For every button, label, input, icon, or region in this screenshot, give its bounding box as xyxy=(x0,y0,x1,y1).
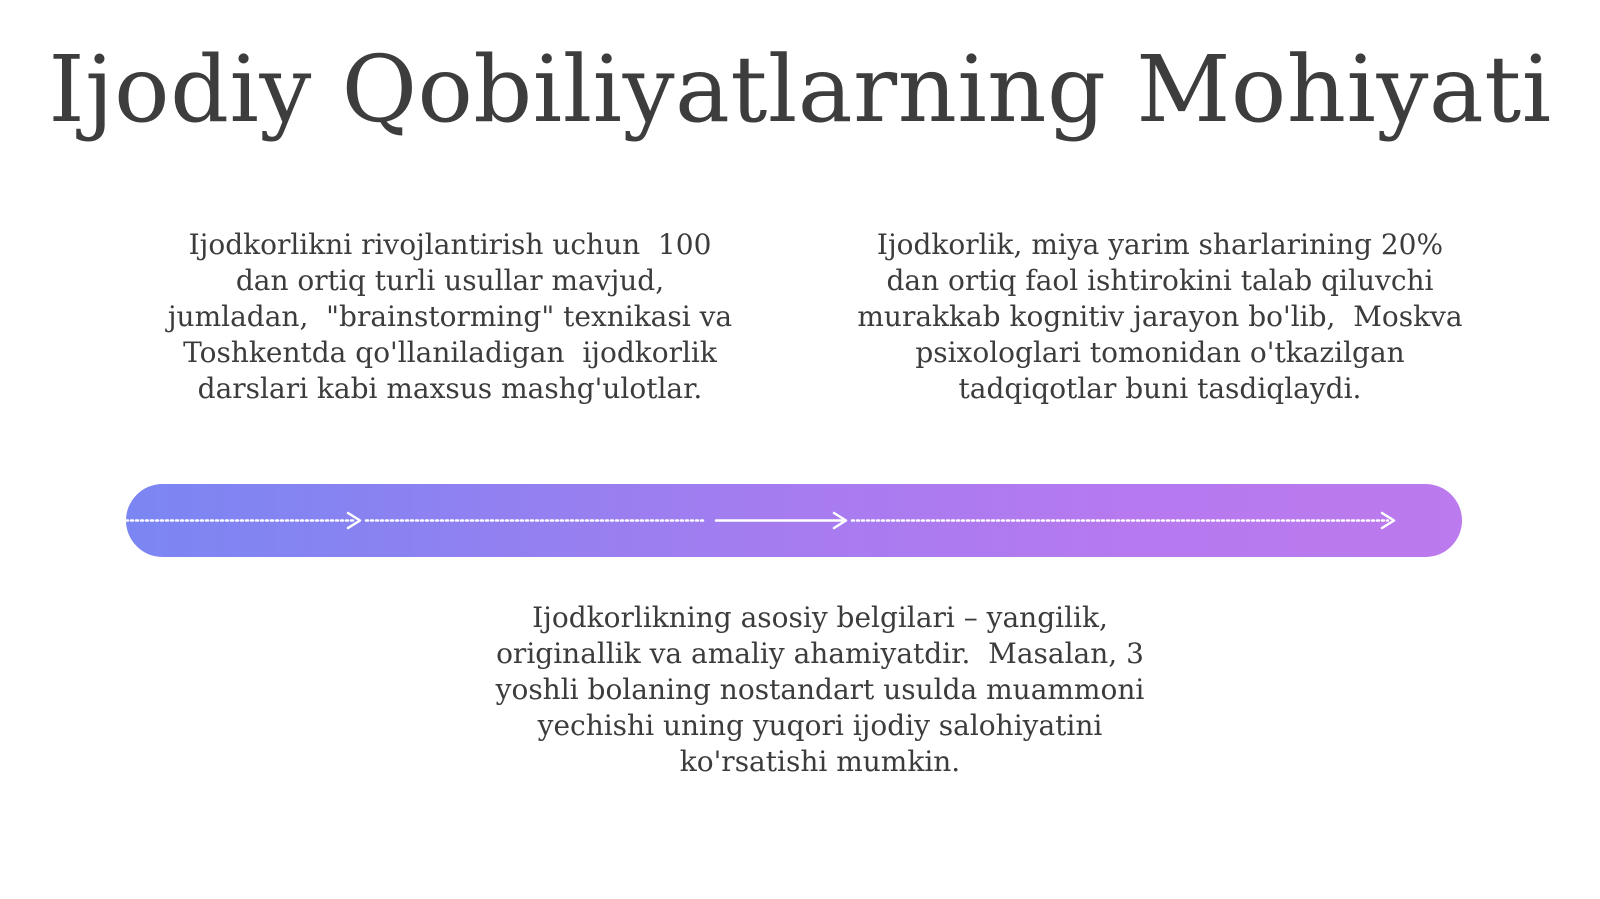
text-line: jumladan, "brainstorming" texnikasi va xyxy=(167,300,733,333)
text-line: originallik va amaliy ahamiyatdir. Masalan, 3 xyxy=(496,637,1144,670)
text-line: tadqiqotlar buni tasdiqlaydi. xyxy=(958,372,1362,405)
right-text-block xyxy=(840,227,1480,407)
timeline-bar xyxy=(126,484,1462,557)
text-line: dan ortiq faol ishtirokini talab qiluvchi xyxy=(886,264,1434,297)
text-line: Ijodkorlikning asosiy belgilari – yangilik, xyxy=(532,601,1108,634)
left-text-block xyxy=(140,227,760,407)
slide-title: Ijodiy Qobiliyatlarning Mohiyati xyxy=(48,36,1552,143)
text-line: psixologlari tomonidan o'tkazilgan xyxy=(915,336,1405,369)
text-line: darslari kabi maxsus mashg'ulotlar. xyxy=(197,372,703,405)
text-line: Toshkentda qo'llaniladigan ijodkorlik xyxy=(183,336,717,369)
text-line: yechishi uning yuqori ijodiy salohiyatini xyxy=(537,709,1103,742)
bottom-text-block xyxy=(480,600,1160,780)
text-line: Ijodkorlikni rivojlantirish uchun 100 xyxy=(188,228,712,261)
text-line: murakkab kognitiv jarayon bo'lib, Moskva xyxy=(857,300,1463,333)
text-line: dan ortiq turli usullar mavjud, xyxy=(235,264,665,297)
text-line: yoshli bolaning nostandart usulda muammoni xyxy=(495,673,1145,706)
text-line: Ijodkorlik, miya yarim sharlarining 20% xyxy=(876,228,1444,261)
text-line: ko'rsatishi mumkin. xyxy=(679,745,961,778)
timeline-arrows xyxy=(126,484,1462,557)
